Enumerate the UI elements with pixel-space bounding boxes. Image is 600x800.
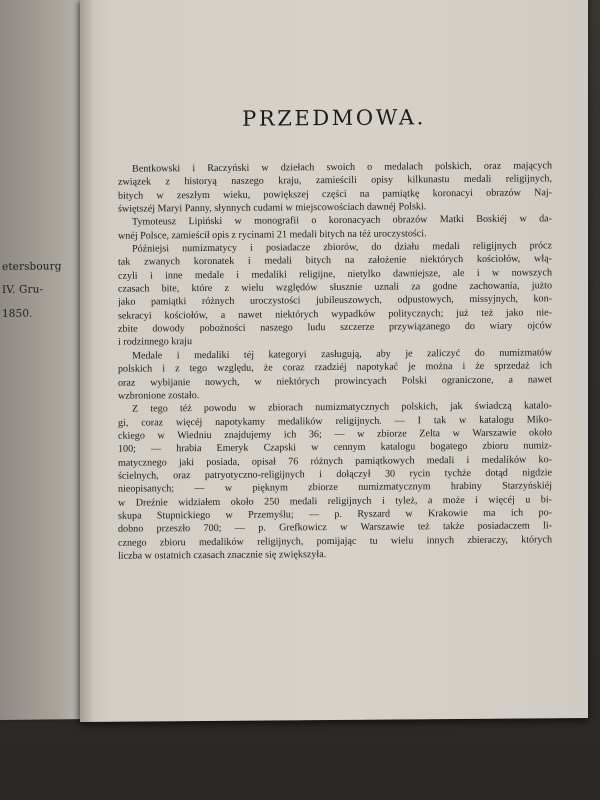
paragraph [118, 239, 552, 349]
text-line: zbite dowody pobożności naszego ludu szczerze przywiązanego do wiary ojców [118, 320, 552, 335]
text-line: oraz wybijanie nowych, w niektórych prowincyach Polski ograniczone, a nawet [118, 373, 552, 389]
text-line: ścielnych, oraz patryotyczno-religijnych i dołączył 30 rycin tychże dotąd nigdzie [118, 467, 552, 482]
text-line: polskich i z tego względu, że coraz rzadziéj napotykać je można i że sprzedaż ich [118, 360, 552, 375]
paragraph [118, 346, 552, 403]
text-line: gi, coraz więcéj napotykamy medalików religijnych. — I tak w katalogu Miko- [118, 413, 552, 429]
left-page-line: 1850. [2, 307, 33, 320]
text-line: liczba w ostatnich czasach znacznie się zwiększyła. [118, 549, 327, 562]
text-line: Tymoteusz Lipiński w monografii o koronacyach obrazów Matki Boskiéj w da- [132, 213, 552, 228]
text-line: czasach bite, które z wielu względów słusznie uznali za godne zachowania, jużto [118, 280, 552, 295]
text-line: wnéj Polsce, zamieścił opis z rycinami 21 medali bitych na téż uroczystości. [118, 227, 427, 242]
main-page [80, 0, 588, 722]
text-line: Bentkowski i Raczyński w dziełach swoich o medalach polskich, oraz mających [132, 160, 552, 175]
text-line: bitych w zeszłym wieku, powiększej części na pamiątkę koronacyi obrazów Naj- [118, 186, 552, 202]
text-line: ckiego w Wiedniu znajdujemy ich 36; — w zbiorze Zelta w Warszawie około [118, 427, 552, 442]
body-text [118, 159, 552, 563]
text-line: cznego zbioru medalików religijnych, pomijając tu wielu innych zbieraczy, których [118, 533, 552, 549]
text-line: 100; — hrabia Emeryk Czapski w cennym katalogu bogatego zbioru numiz- [118, 440, 552, 455]
left-page-line: etersbourg [2, 260, 62, 273]
text-line: Późniejsi numizmatycy i posiadacze zbiorów, do działu medali religijnych prócz [132, 240, 552, 255]
text-line: i rodzinnego kraju [118, 336, 192, 349]
text-line: czyli i inne medale i medaliki religijne, nietylko dawniejsze, ale i w nowszych [118, 267, 552, 282]
text-line: matycznego jaki posiada, opisał 76 różnych pamiątkowych medali i medalików ko- [118, 453, 552, 469]
paragraph [118, 213, 552, 243]
paragraph [118, 399, 552, 563]
paragraph [118, 159, 552, 216]
text-line: Medale i medaliki téj kategoryi zasługują, aby je zaliczyć do numizmatów [132, 347, 552, 362]
text-line: w Dreźnie widziałem około 250 medali religijnych i tyleż, a może i więcéj u bi- [118, 493, 552, 509]
text-line: tak zwanych koronatek i medali bitych na założenie niektórych kościołów, włą- [118, 253, 552, 269]
text-line: nieopisanych; — w pięknym zbiorze numizmatycznym hrabiny Starzyńskiéj [118, 480, 552, 495]
text-line: związek z historyą naszego kraju, zamieścili opisy kilkunastu medali religijnych, [118, 173, 552, 189]
left-page-line: IV. Gru- [2, 283, 44, 296]
text-line: Z tego téż powodu w zbiorach numizmatycznych polskich, jak świadczą katalo- [132, 400, 552, 415]
text-line: dobno przeszło 700; — p. Grefkowicz w Warszawie też także posiadaczem li- [118, 520, 552, 535]
text-line: jako pamiątki różnych uroczystości jubileuszowych, odpustowych, missyjnych, kon- [118, 293, 552, 309]
page-title: PRZEDMOWA. [242, 105, 426, 131]
text-line: świętszéj Maryi Panny, słynnych cudami w miejscowościach dawnéj Polski. [118, 201, 427, 215]
text-line: skupa Stupnickiego w Przemyślu; — p. Ryszard w Krakowie ma ich po- [118, 507, 552, 522]
text-line: wzbronione zostało. [118, 389, 200, 402]
left-page-edge [0, 0, 80, 720]
text-line: sekracyi kościołów, a nawet niektórych wypadków politycznych; już też jako nie- [118, 307, 552, 322]
